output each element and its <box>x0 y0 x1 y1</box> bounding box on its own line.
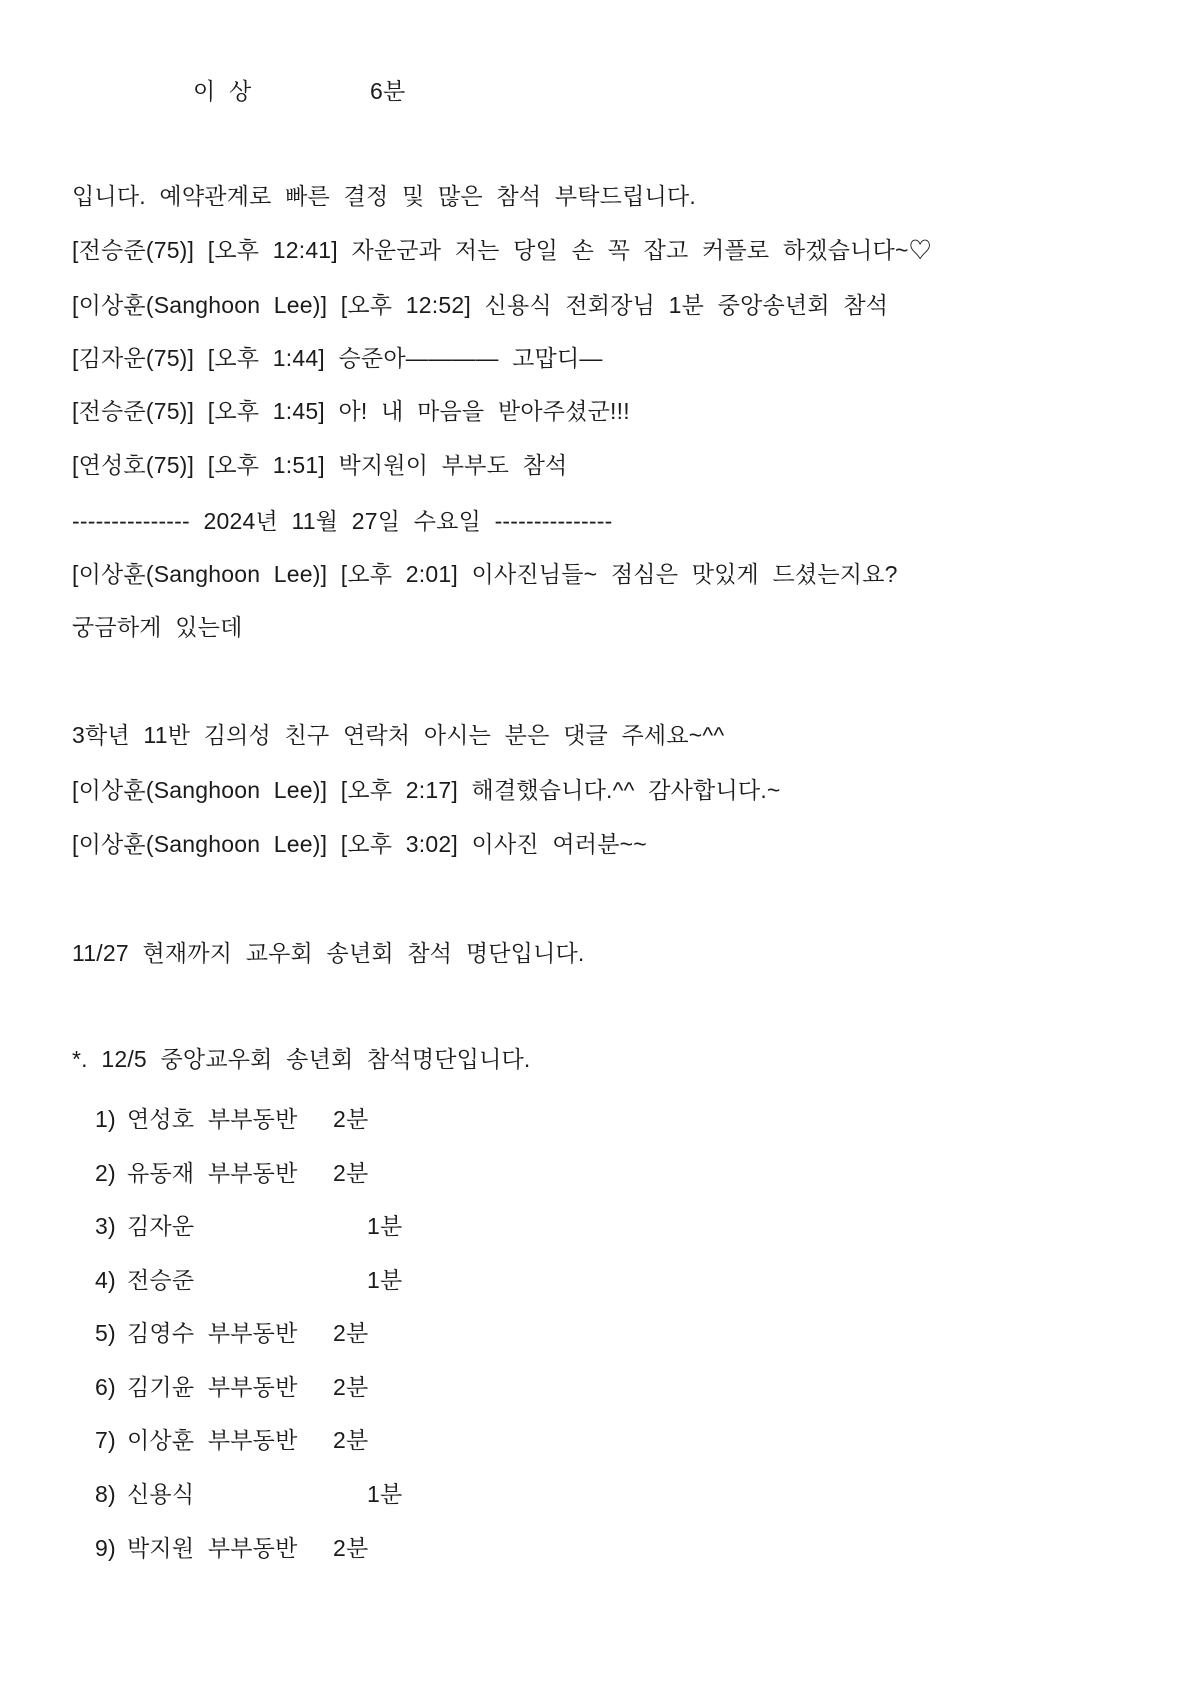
chat-message-line: [전승준(75)] [오후 1:45] 아! 내 마음을 받아주셨군!!! <box>72 398 630 424</box>
attendee-number: 9) <box>95 1535 116 1561</box>
attendee-row <box>95 1212 655 1240</box>
attendee-count: 2분 <box>333 1427 369 1453</box>
chat-message-line: 3학년 11반 김의성 친구 연락처 아시는 분은 댓글 주세요~^^ <box>72 722 725 748</box>
attendee-row <box>95 1426 655 1454</box>
chat-message-line: [이상훈(Sanghoon Lee)] [오후 2:17] 해결했습니다.^^ 감사합니다.~ <box>72 777 781 803</box>
attendee-row <box>95 1373 655 1401</box>
attendee-count: 2분 <box>333 1160 369 1186</box>
attendee-number: 4) <box>95 1267 116 1293</box>
attendee-number: 6) <box>95 1374 116 1400</box>
attendee-row <box>95 1105 655 1133</box>
attendee-name: 유동재 부부동반 <box>127 1160 298 1186</box>
attendee-number: 2) <box>95 1160 116 1186</box>
attendee-number: 8) <box>95 1481 116 1507</box>
attendee-name: 신용식 <box>127 1481 195 1507</box>
attendee-row <box>95 1266 655 1294</box>
chat-message-line: [이상훈(Sanghoon Lee)] [오후 12:52] 신용식 전회장님 1분 중앙송년회 참석 <box>72 292 889 318</box>
attendee-name: 연성호 부부동반 <box>127 1106 298 1132</box>
attendee-count: 2분 <box>333 1320 369 1346</box>
attendee-count: 2분 <box>333 1535 369 1561</box>
attendee-name: 박지원 부부동반 <box>127 1535 298 1561</box>
attendee-number: 5) <box>95 1320 116 1346</box>
attendee-number: 3) <box>95 1213 116 1239</box>
attendee-count: 2분 <box>333 1106 369 1132</box>
attendee-count: 1분 <box>367 1213 403 1239</box>
attendee-name: 전승준 <box>127 1267 195 1293</box>
chat-message-line: [김자운(75)] [오후 1:44] 승준아———— 고맙디— <box>72 345 603 371</box>
attendance-header-line: 11/27 현재까지 교우회 송년회 참석 명단입니다. <box>72 940 585 966</box>
attendee-count: 1분 <box>367 1267 403 1293</box>
attendee-name: 김자운 <box>127 1213 195 1239</box>
attendee-row <box>95 1480 655 1508</box>
attendee-name: 김영수 부부동반 <box>127 1320 298 1346</box>
summary-count: 6분 <box>370 78 406 104</box>
attendee-row <box>95 1159 655 1187</box>
summary-label: 이 상 <box>193 78 252 104</box>
chat-message-line: [연성호(75)] [오후 1:51] 박지원이 부부도 참석 <box>72 452 568 478</box>
attendee-number: 1) <box>95 1106 116 1132</box>
chat-message-line: 궁금하게 있는데 <box>72 614 243 640</box>
chat-continuation-line: 입니다. 예약관계로 빠른 결정 및 많은 참석 부탁드립니다. <box>72 183 696 209</box>
attendee-name: 이상훈 부부동반 <box>127 1427 298 1453</box>
attendance-subheader-line: *. 12/5 중앙교우회 송년회 참석명단입니다. <box>72 1046 531 1072</box>
attendee-number: 7) <box>95 1427 116 1453</box>
attendee-row <box>95 1319 655 1347</box>
summary-line <box>193 77 406 105</box>
chat-message-line: [이상훈(Sanghoon Lee)] [오후 3:02] 이사진 여러분~~ <box>72 831 647 857</box>
chat-message-line: [이상훈(Sanghoon Lee)] [오후 2:01] 이사진님들~ 점심은 맛있게 드셨는지요? <box>72 561 898 587</box>
chat-message-line: [전승준(75)] [오후 12:41] 자운군과 저는 당일 손 꼭 잡고 커플로 하겠습니다~♡ <box>72 237 932 263</box>
attendee-count: 2분 <box>333 1374 369 1400</box>
attendee-name: 김기윤 부부동반 <box>127 1374 298 1400</box>
attendee-row <box>95 1534 655 1562</box>
attendee-count: 1분 <box>367 1481 403 1507</box>
date-separator-line: --------------- 2024년 11월 27일 수요일 --------------- <box>72 508 613 534</box>
